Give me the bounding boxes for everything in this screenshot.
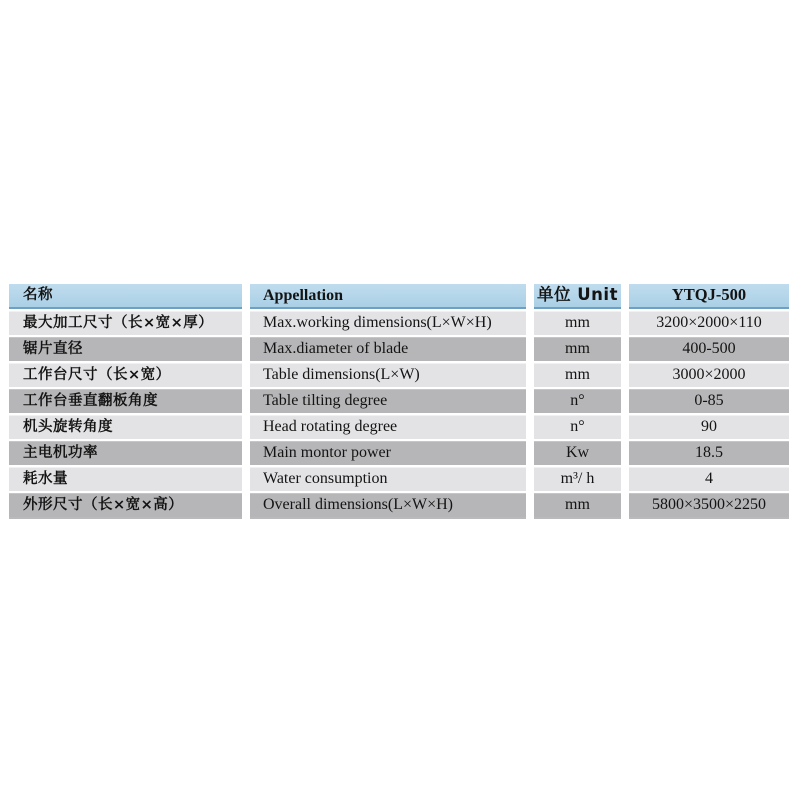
cell-name-row1: 锯片直径 xyxy=(9,337,242,361)
cell-app-row1: Max.diameter of blade xyxy=(250,337,526,361)
cell-value-row1: 400-500 xyxy=(629,337,789,361)
cell-app-row0: Max.working dimensions(L×W×H) xyxy=(250,311,526,335)
cell-value-row2: 3000×2000 xyxy=(629,363,789,387)
column-header-appellation: Appellation xyxy=(250,284,526,309)
cell-unit-row6: m³/ h xyxy=(534,467,621,491)
cell-app-row4: Head rotating degree xyxy=(250,415,526,439)
cell-unit-row1: mm xyxy=(534,337,621,361)
cell-name-row6: 耗水量 xyxy=(9,467,242,491)
cell-unit-row3: n° xyxy=(534,389,621,413)
cell-unit-row5: Kw xyxy=(534,441,621,465)
column-header-model: YTQJ-500 xyxy=(629,284,789,309)
cell-name-row0: 最大加工尺寸（长×宽×厚） xyxy=(9,311,242,335)
spec-table xyxy=(9,284,789,517)
column-header-unit: 单位 Unit xyxy=(534,284,621,309)
cell-name-row5: 主电机功率 xyxy=(9,441,242,465)
cell-name-row4: 机头旋转角度 xyxy=(9,415,242,439)
cell-value-row4: 90 xyxy=(629,415,789,439)
cell-app-row6: Water consumption xyxy=(250,467,526,491)
cell-name-row7: 外形尺寸（长×宽×高） xyxy=(9,493,242,517)
cell-app-row2: Table dimensions(L×W) xyxy=(250,363,526,387)
cell-app-row5: Main montor power xyxy=(250,441,526,465)
column-header-name: 名称 xyxy=(9,284,242,309)
cell-app-row7: Overall dimensions(L×W×H) xyxy=(250,493,526,517)
cell-unit-row0: mm xyxy=(534,311,621,335)
cell-unit-row2: mm xyxy=(534,363,621,387)
cell-value-row6: 4 xyxy=(629,467,789,491)
cell-app-row3: Table tilting degree xyxy=(250,389,526,413)
cell-value-row0: 3200×2000×110 xyxy=(629,311,789,335)
cell-unit-row7: mm xyxy=(534,493,621,517)
cell-name-row2: 工作台尺寸（长×宽） xyxy=(9,363,242,387)
cell-value-row7: 5800×3500×2250 xyxy=(629,493,789,517)
cell-name-row3: 工作台垂直翻板角度 xyxy=(9,389,242,413)
cell-unit-row4: n° xyxy=(534,415,621,439)
cell-value-row3: 0-85 xyxy=(629,389,789,413)
cell-value-row5: 18.5 xyxy=(629,441,789,465)
